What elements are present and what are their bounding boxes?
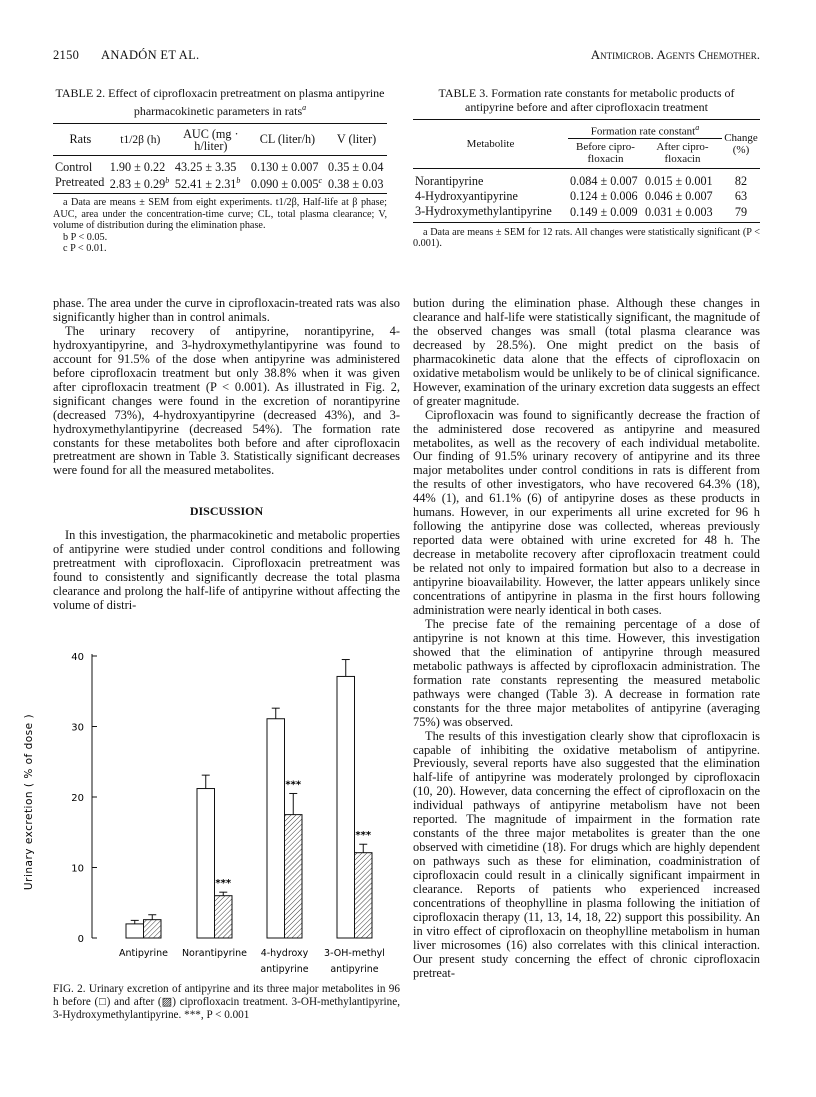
table-cell: 0.090 ± 0.005$^c$ <box>250 175 323 192</box>
table-cell: 52.41 ± 2.31$^b$ <box>174 175 241 192</box>
page-number: 2150 <box>53 48 80 62</box>
paragraph: In this investigation, the pharmacokinetic and metabolic properties of antipyrine were studied under control conditions and following pretreatment with ciprofloxacin. Ciprofloxacin pretreatment was found to consistently and significantly decrease the total plasma clearance and prolong the half-life of antipyrine without affecting the volume of distri- <box>53 528 400 613</box>
table-2-footnote: c P < 0.01. <box>63 243 107 254</box>
table-cell: Norantipyrine <box>415 173 484 188</box>
table-cell: 0.130 ± 0.007 <box>250 160 319 174</box>
significance-marker: *** <box>215 878 232 890</box>
bar-before <box>126 924 144 938</box>
left-column <box>53 297 400 613</box>
y-tick-label: 20 <box>71 793 84 804</box>
y-tick-label: 30 <box>71 722 84 734</box>
table-cell: 0.35 ± 0.04 <box>328 160 384 174</box>
x-tick-label: Norantipyrine <box>181 948 248 959</box>
table-cell: 2.83 ± 0.29$^b$ <box>109 175 170 192</box>
table-2 <box>53 87 387 255</box>
y-tick-label: 10 <box>71 863 84 875</box>
paragraph: The urinary recovery of antipyrine, norantipyrine, 4-hydroxyantipyrine, and 3-hydroxymethylantipyrine was found to account for 91.5% of the dose when antipyrine was administered before ciprofloxacin treatment but only 38.8% when it was given after ciprofloxacin treatment (P < 0.001). As illustrated in Fig. 2, significant changes were found in the excretion of norantipyrine (decreased 73%), 4-hydroxyantipyrine (decreased 43%), and 3-hydroxymethylantipyrine (decreased 54%). The formation rate constants for these metabolites both before and after ciprofloxacin pretreatment are shown in Table 3. Statistically significant decreases were found for all the measured metabolites. <box>53 323 400 478</box>
table-cell: 0.031 ± 0.003 <box>645 205 713 220</box>
paragraph: The precise fate of the remaining percentage of a dose of antipyrine is not known at this time. However, this investigation showed that the elimination of antipyrine through measured metabolic pathways is affected by ciprofloxacin administration. The formation rate constants representing the measured metabolic pathways were changed (Table 3). A decrease in formation rate constants for the three major metabolites of antipyrine (averaging 75%) was observed. <box>413 616 760 729</box>
table-cell: 0.149 ± 0.009 <box>570 205 638 220</box>
right-column <box>413 297 760 981</box>
significance-marker: *** <box>355 830 372 842</box>
table-3 <box>413 87 760 250</box>
table-cell: Control <box>55 160 93 174</box>
table-2-title: TABLE 2. Effect of ciprofloxacin pretreatment on plasma antipyrine pharmacokinetic parameters in rats$^a$ <box>55 86 385 118</box>
col-header: CL (liter/h) <box>259 132 316 146</box>
col-header: Change (%) <box>724 131 758 156</box>
y-tick-label: 0 <box>77 934 84 945</box>
table-cell: 43.25 ± 3.35 <box>174 160 237 174</box>
paragraph: phase. The area under the curve in ciprofloxacin-treated rats was also significantly higher than in control animals. <box>53 296 400 324</box>
col-header: AUC (mg · h/liter) <box>183 126 239 153</box>
x-tick-label: antipyrine <box>260 964 309 975</box>
col-header: V (liter) <box>336 132 377 146</box>
table-cell: 0.046 ± 0.007 <box>645 188 713 203</box>
table-cell: 0.015 ± 0.001 <box>645 173 713 188</box>
y-axis-label: Urinary excretion ( % of dose ) <box>23 713 35 891</box>
col-header: t1/2β (h) <box>120 133 161 146</box>
table-3-grid <box>413 119 760 223</box>
table-2-footnote: b P < 0.05. <box>63 231 108 243</box>
paragraph: The results of this investigation clearly show that ciprofloxacin is capable of inhibiting the oxidative metabolism of antipyrine. Previously, several reports have also suggested that the elimination half-life of antipyrine was moderately prolonged by ciprofloxacin (10, 20). However, data concerning the effect of ciprofloxacin on the individual pathways of antipyrine metabolism have not been reported. The magnitude of impairment in the formation rate constants of the three major metabolites is greater than the one observed with cimetidine (18). For drugs which are highly dependent on pathways such as these for elimination, coadministration of ciprofloxacin could result in a clinically significant impairment in clearance. Reports of patients who experienced increased concentrations of theophylline in plasma following the initiation of ciprofloxacin therapy (11, 13, 14, 18, 22) support this possibility. An in vitro effect of ciprofloxacin on theophylline metabolism in human liver microsomes (16) also correlates with this clinical interaction. Our present study concerning the effect of chronic ciprofloxacin pretreat- <box>413 728 760 980</box>
table-3-title: TABLE 3. Formation rate constants for metabolic products of antipyrine before and after ciprofloxacin treatment <box>438 86 735 114</box>
bar-after <box>215 896 233 938</box>
section-heading: DISCUSSION <box>189 504 264 519</box>
table-cell: 0.38 ± 0.03 <box>328 176 384 191</box>
bar-before <box>337 676 355 938</box>
table-cell: 1.90 ± 0.22 <box>109 160 166 174</box>
figure-2-caption: FIG. 2. Urinary excretion of antipyrine and its three major metabolites in 96 h before (□) and after (▨) ciprofloxacin treatment. 3-OH-methylantipyrine, 3-Hydroxymethylantipyrine. ***, P < 0.001 <box>53 983 400 1021</box>
table-2-footnote: a Data are means ± SEM from eight experiments. t1/2β, Half-life at β phase; AUC, area under the concentration-time curve; CL, total plasma clearance; V, volume of distribution during the elimination phase. <box>53 197 387 231</box>
y-tick-label: 40 <box>71 652 84 663</box>
table-cell: 3-Hydroxymethylantipyrine <box>415 203 552 218</box>
x-tick-label: antipyrine <box>330 964 379 975</box>
significance-marker: *** <box>285 779 302 791</box>
table-3-footnote: a Data are means ± SEM for 12 rats. All changes were statistically significant (P < 0.001). <box>413 226 760 250</box>
x-tick-label: 4-hydroxy <box>260 948 309 959</box>
table-2-grid <box>53 123 387 194</box>
col-header: Before cipro- floxacin <box>576 140 635 165</box>
table-cell: 63 <box>734 188 748 203</box>
col-header: After cipro- floxacin <box>656 141 709 166</box>
figure-2-chart <box>23 640 410 980</box>
x-tick-label: 3-OH-methyl <box>324 948 385 959</box>
x-tick-label: Antipyrine <box>119 948 168 959</box>
table-cell: 4-Hydroxyantipyrine <box>415 188 518 203</box>
running-authors: ANADÓN ET AL. <box>101 48 200 62</box>
table-cell: Pretreated <box>55 175 105 189</box>
col-header: Rats <box>69 132 92 146</box>
table-cell: 82 <box>734 173 748 188</box>
col-header: Metabolite <box>466 137 515 150</box>
paragraph: bution during the elimination phase. Although these changes in clearance and half-life were statistically significant, the magnitude of the observed changes was small (total plasma clearance was decreased by 28.5%). One might predict on the basis of pharmacokinetic data alone that the effects of ciprofloxacin on oxidative metabolism would be unlikely to be of clinical significance. However, examination of the urinary excretion data suggests an effect of greater magnitude. <box>413 296 760 408</box>
table-cell: 79 <box>734 205 748 220</box>
bar-after <box>355 853 373 938</box>
bar-after <box>285 815 303 938</box>
journal-name: Antimicrob. Agents Chemother. <box>590 47 760 62</box>
bar-before <box>197 789 215 938</box>
table-cell: 0.084 ± 0.007 <box>570 173 638 188</box>
bar-before <box>267 719 285 938</box>
paragraph: Ciprofloxacin was found to significantly decrease the fraction of the administered dose recovered as antipyrine and measured metabolites, as well as the recovery of each individual metabolite. Our finding of 91.5% urinary recovery of antipyrine and its three major metabolites under control conditions in rats is different from the results of other investigators, who have recovered 64.3% (18), 44% (1), and 61.1% (6) of antipyrine doses as these products in humans. However, in our experiments all urine excreted for 96 h following the antipyrine dose was collected, whereas previously reported data were obtained with urine excreted for 48 h. The decrease in metabolite recovery after ciprofloxacin treatment could be related not only to impaired formation but also to a decrease in antipyrine bioavailability. However, the latter appears unlikely since concentrations of antipyrine in plasma in the first hours following administration were nearly identical in both cases. <box>413 407 760 617</box>
col-header: Formation rate constant$^a$ <box>568 120 722 139</box>
bar-after <box>144 920 162 938</box>
table-cell: 0.124 ± 0.006 <box>570 188 638 203</box>
